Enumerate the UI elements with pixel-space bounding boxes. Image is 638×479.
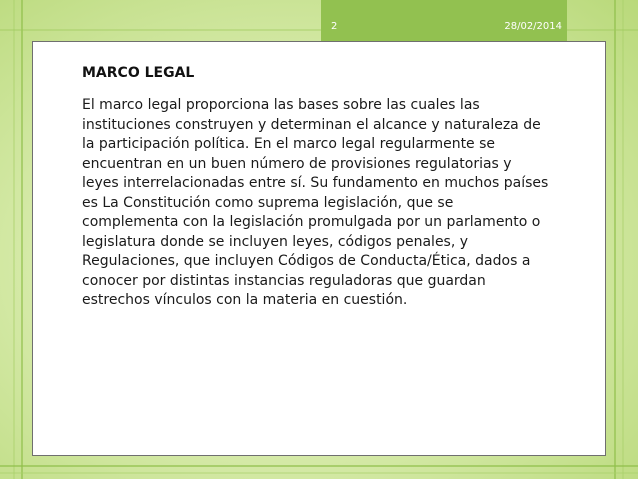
slide-date: 28/02/2014 [504, 21, 562, 32]
body-paragraph: El marco legal proporciona las bases sobre las cuales las instituciones construyen y determinan el alcance y naturaleza de la participación política. En el marco legal regularmente se encuentran en un buen número de provisiones regulatorias y leyes interrelacionadas entre sí. Su fundamento en muchos países es La Constitución como suprema legislación, que se complementa con la legislación promulgada por un parlamento o legislatura donde se incluyen leyes, códigos penales, y Regulaciones, que incluyen Códigos de Conducta/Ética, dados a conocer por distintas instancias reguladoras que guardan estrechos vínculos con la materia en cuestión. [82, 97, 549, 308]
page-number: 2 [331, 21, 338, 32]
slide-title: MARCO LEGAL [82, 65, 195, 81]
